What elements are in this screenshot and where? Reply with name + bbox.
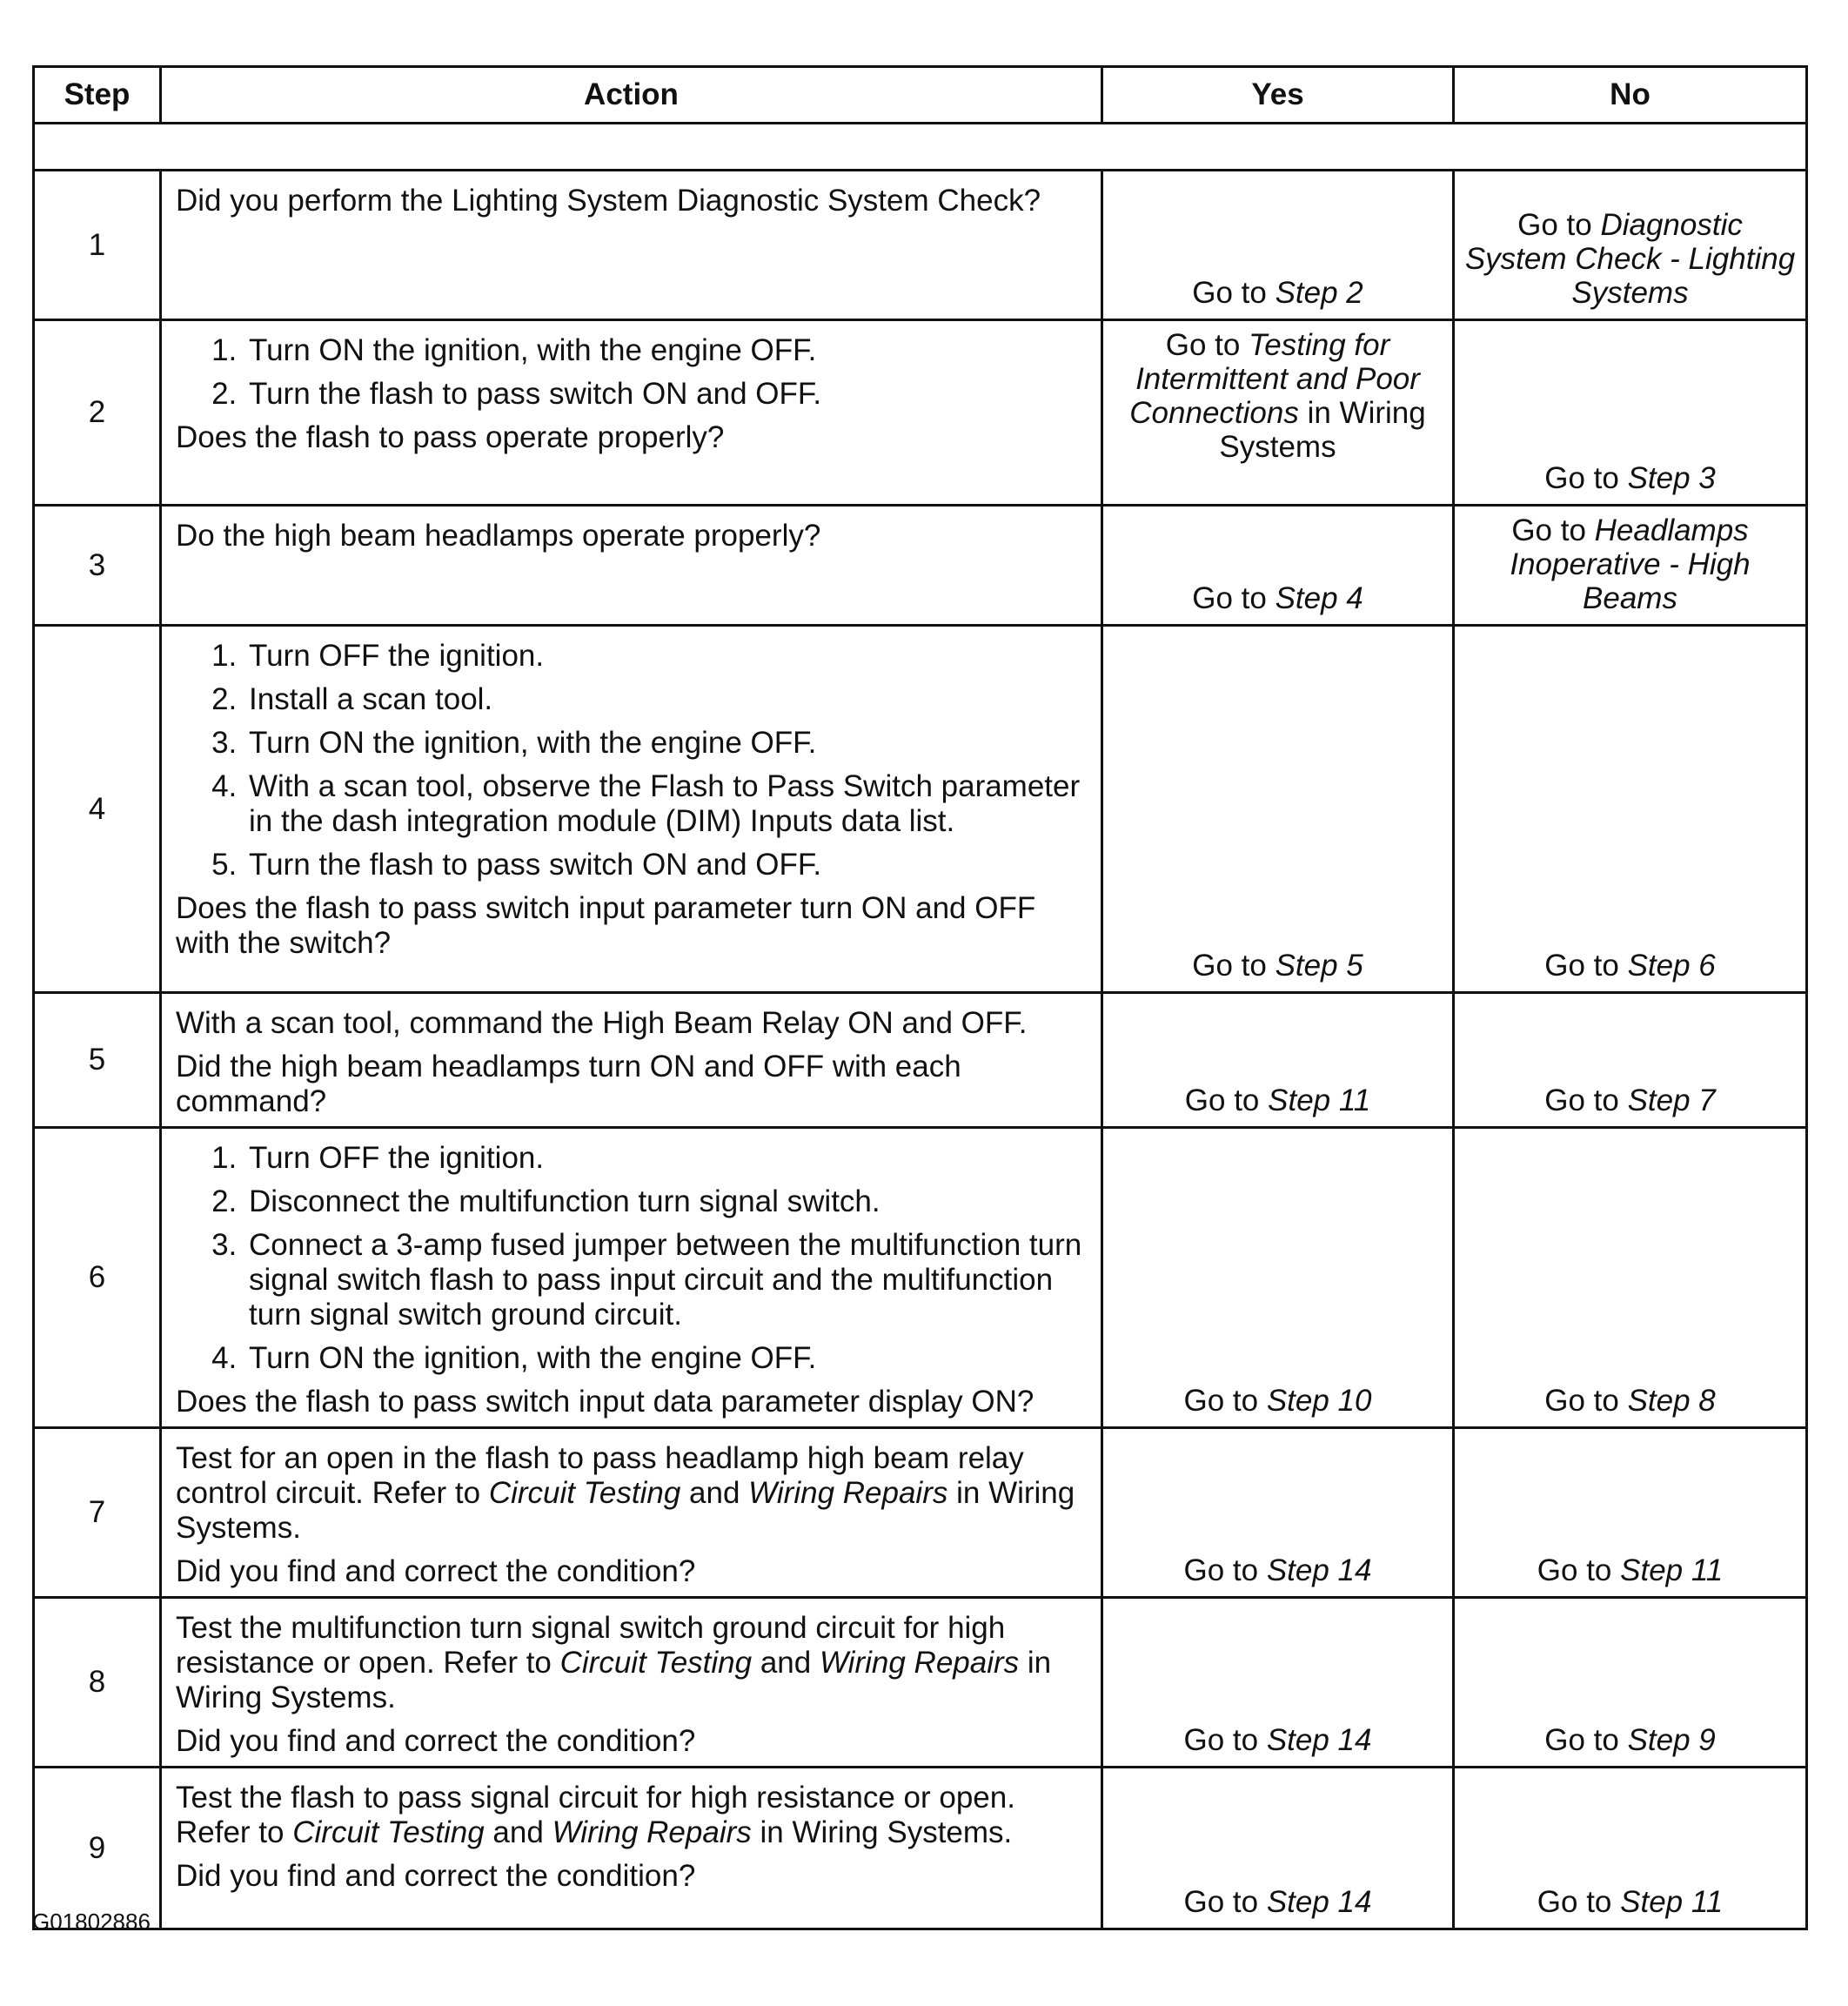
action-step-item: 4. With a scan tool, observe the Flash to Pass Switch parameter in the dash integration module (DIM) Inputs data list. bbox=[245, 769, 1087, 839]
action-step-item: 1. Turn ON the ignition, with the engine OFF. bbox=[245, 333, 1087, 368]
reference-link-text: Testing for Intermittent and Poor Connections bbox=[1129, 328, 1420, 430]
header-step: Step bbox=[34, 67, 161, 124]
action-step-item: 2. Turn the flash to pass switch ON and OFF. bbox=[245, 377, 1087, 412]
action-cell bbox=[161, 171, 1102, 320]
table-header bbox=[34, 67, 1807, 124]
reference-link-text: Step 14 bbox=[1266, 1723, 1372, 1757]
step-number: 5 bbox=[34, 993, 161, 1128]
text-run: Go to bbox=[1544, 1384, 1628, 1418]
step-number: 4 bbox=[34, 626, 161, 993]
action-instruction bbox=[176, 1611, 1087, 1715]
text-run: Go to bbox=[1184, 1084, 1269, 1117]
text-run: Go to bbox=[1183, 1885, 1267, 1919]
header-no: No bbox=[1454, 67, 1807, 124]
action-step-item: 3. Turn ON the ignition, with the engine OFF. bbox=[245, 726, 1087, 761]
action-steps-list bbox=[176, 333, 1087, 412]
reference-link-text: Step 2 bbox=[1275, 276, 1363, 310]
text-run: Go to bbox=[1517, 208, 1601, 242]
action-step-item: 4. Turn ON the ignition, with the engine OFF. bbox=[245, 1341, 1087, 1376]
text-run: Go to bbox=[1544, 949, 1628, 983]
reference-link-text: Step 14 bbox=[1266, 1553, 1372, 1587]
table-row bbox=[34, 506, 1807, 626]
spacer-row bbox=[34, 124, 1807, 171]
yes-cell bbox=[1102, 993, 1454, 1128]
reference-link-text: Wiring Repairs bbox=[819, 1646, 1020, 1680]
action-question: Does the flash to pass switch input data parameter display ON? bbox=[176, 1385, 1034, 1419]
text-run: Go to bbox=[1165, 328, 1249, 362]
text-run: Go to bbox=[1192, 276, 1276, 310]
step-number: 9 bbox=[34, 1768, 161, 1929]
table-body bbox=[34, 124, 1807, 1929]
reference-link-text: Step 5 bbox=[1275, 949, 1363, 983]
text-run: in Wiring Systems. bbox=[751, 1815, 1013, 1849]
reference-link-text: Step 6 bbox=[1627, 949, 1716, 983]
action-cell bbox=[161, 1768, 1102, 1929]
step-number: 7 bbox=[34, 1428, 161, 1598]
reference-link-text: Step 8 bbox=[1627, 1384, 1716, 1418]
reference-link-text: Circuit Testing bbox=[488, 1476, 681, 1510]
reference-link-text: Circuit Testing bbox=[292, 1815, 485, 1849]
step-number: 6 bbox=[34, 1128, 161, 1428]
no-cell bbox=[1454, 1428, 1807, 1598]
text-run: Go to bbox=[1537, 1553, 1621, 1587]
text-run: Go to bbox=[1192, 581, 1276, 615]
yes-cell bbox=[1102, 506, 1454, 626]
step-number: 3 bbox=[34, 506, 161, 626]
action-step-item: 2. Disconnect the multifunction turn signal switch. bbox=[245, 1184, 1087, 1219]
header-yes: Yes bbox=[1102, 67, 1454, 124]
reference-link-text: Circuit Testing bbox=[559, 1646, 753, 1680]
yes-cell bbox=[1102, 171, 1454, 320]
text-run: in Wiring Systems. bbox=[176, 1476, 1075, 1545]
action-step-item: 1. Turn OFF the ignition. bbox=[245, 1141, 1087, 1176]
reference-link-text: Step 14 bbox=[1266, 1885, 1372, 1919]
reference-link-text: Step 11 bbox=[1268, 1084, 1371, 1117]
yes-cell bbox=[1102, 626, 1454, 993]
action-cell bbox=[161, 1598, 1102, 1768]
reference-link-text: Wiring Repairs bbox=[552, 1815, 752, 1849]
yes-cell bbox=[1102, 1598, 1454, 1768]
action-step-item: 5. Turn the flash to pass switch ON and OFF. bbox=[245, 848, 1087, 882]
header-row bbox=[34, 67, 1807, 124]
text-run: Go to bbox=[1183, 1553, 1267, 1587]
action-instruction bbox=[176, 1781, 1087, 1850]
action-question: Did the high beam headlamps turn ON and OFF with each command? bbox=[176, 1050, 961, 1118]
text-run: Go to bbox=[1183, 1723, 1267, 1757]
action-instruction bbox=[176, 1441, 1087, 1546]
no-cell bbox=[1454, 1598, 1807, 1768]
yes-cell bbox=[1102, 1428, 1454, 1598]
no-cell bbox=[1454, 993, 1807, 1128]
yes-cell bbox=[1102, 320, 1454, 506]
table-row bbox=[34, 993, 1807, 1128]
spacer-cell bbox=[34, 124, 1807, 171]
reference-link-text: Step 7 bbox=[1627, 1084, 1716, 1117]
step-number: 8 bbox=[34, 1598, 161, 1768]
text-run: Test for an open in the flash to pass headlamp high beam relay control circuit. Refer to bbox=[176, 1441, 1024, 1510]
reference-link-text: Step 11 bbox=[1620, 1553, 1724, 1587]
action-steps-list bbox=[176, 639, 1087, 882]
step-number: 2 bbox=[34, 320, 161, 506]
no-cell bbox=[1454, 171, 1807, 320]
action-question: Does the flash to pass switch input parameter turn ON and OFF with the switch? bbox=[176, 891, 1036, 960]
action-cell bbox=[161, 506, 1102, 626]
action-question: Did you find and correct the condition? bbox=[176, 1724, 696, 1758]
table-row bbox=[34, 171, 1807, 320]
text-run: Test the flash to pass signal circuit for high resistance or open. Refer to bbox=[176, 1781, 1015, 1849]
no-cell bbox=[1454, 320, 1807, 506]
reference-link-text: Step 11 bbox=[1620, 1885, 1724, 1919]
table-row bbox=[34, 1768, 1807, 1929]
action-question: Do the high beam headlamps operate properly? bbox=[176, 519, 821, 553]
text-run: Test the multifunction turn signal switch ground circuit for high resistance or open. Refer to bbox=[176, 1611, 1006, 1680]
no-cell bbox=[1454, 1768, 1807, 1929]
reference-link-text: Headlamps Inoperative - High Beams bbox=[1510, 513, 1751, 615]
table-row bbox=[34, 1128, 1807, 1428]
no-cell bbox=[1454, 1128, 1807, 1428]
text-run: Go to bbox=[1192, 949, 1276, 983]
reference-link-text: Step 10 bbox=[1266, 1384, 1372, 1418]
action-step-item: 1. Turn OFF the ignition. bbox=[245, 639, 1087, 674]
action-cell bbox=[161, 1428, 1102, 1598]
table-row bbox=[34, 1428, 1807, 1598]
step-number: 1 bbox=[34, 171, 161, 320]
action-cell bbox=[161, 993, 1102, 1128]
text-run: Go to bbox=[1537, 1885, 1621, 1919]
action-step-item: 2. Install a scan tool. bbox=[245, 682, 1087, 717]
reference-link-text: Wiring Repairs bbox=[748, 1476, 948, 1510]
text-run: Go to bbox=[1511, 513, 1595, 547]
reference-link-text: Step 9 bbox=[1627, 1723, 1716, 1757]
table-row bbox=[34, 626, 1807, 993]
table-row bbox=[34, 320, 1807, 506]
action-question: Does the flash to pass operate properly? bbox=[176, 420, 725, 454]
text-run: and bbox=[680, 1476, 749, 1510]
action-question: Did you perform the Lighting System Diagnostic System Check? bbox=[176, 184, 1041, 218]
header-action: Action bbox=[161, 67, 1102, 124]
text-run: Go to bbox=[1544, 1723, 1628, 1757]
action-question: Did you find and correct the condition? bbox=[176, 1554, 696, 1588]
reference-link-text: Diagnostic System Check - Lighting Systems bbox=[1464, 208, 1796, 310]
text-run: in Wiring Systems bbox=[1219, 396, 1426, 464]
text-run: Go to bbox=[1544, 1084, 1628, 1117]
diagnostic-table bbox=[32, 65, 1808, 1930]
yes-cell bbox=[1102, 1128, 1454, 1428]
action-steps-list bbox=[176, 1141, 1087, 1376]
text-run: and bbox=[752, 1646, 820, 1680]
text-run: in Wiring Systems. bbox=[176, 1646, 1052, 1714]
reference-link-text: Step 3 bbox=[1627, 461, 1716, 495]
text-run: and bbox=[484, 1815, 552, 1849]
reference-link-text: Step 4 bbox=[1275, 581, 1363, 615]
action-step-item: 3. Connect a 3-amp fused jumper between the multifunction turn signal switch flash to pass input circuit and the multifunction turn signal switch ground circuit. bbox=[245, 1228, 1087, 1332]
action-question: Did you find and correct the condition? bbox=[176, 1859, 696, 1893]
text-run: Go to bbox=[1183, 1384, 1267, 1418]
no-cell bbox=[1454, 506, 1807, 626]
text-run: Go to bbox=[1544, 461, 1628, 495]
yes-cell bbox=[1102, 1768, 1454, 1929]
action-question: With a scan tool, command the High Beam Relay ON and OFF. bbox=[176, 1006, 1028, 1040]
no-cell bbox=[1454, 626, 1807, 993]
action-cell bbox=[161, 1128, 1102, 1428]
table-row bbox=[34, 1598, 1807, 1768]
action-cell bbox=[161, 626, 1102, 993]
figure-id: G01802886 bbox=[32, 1909, 151, 1935]
action-cell bbox=[161, 320, 1102, 506]
